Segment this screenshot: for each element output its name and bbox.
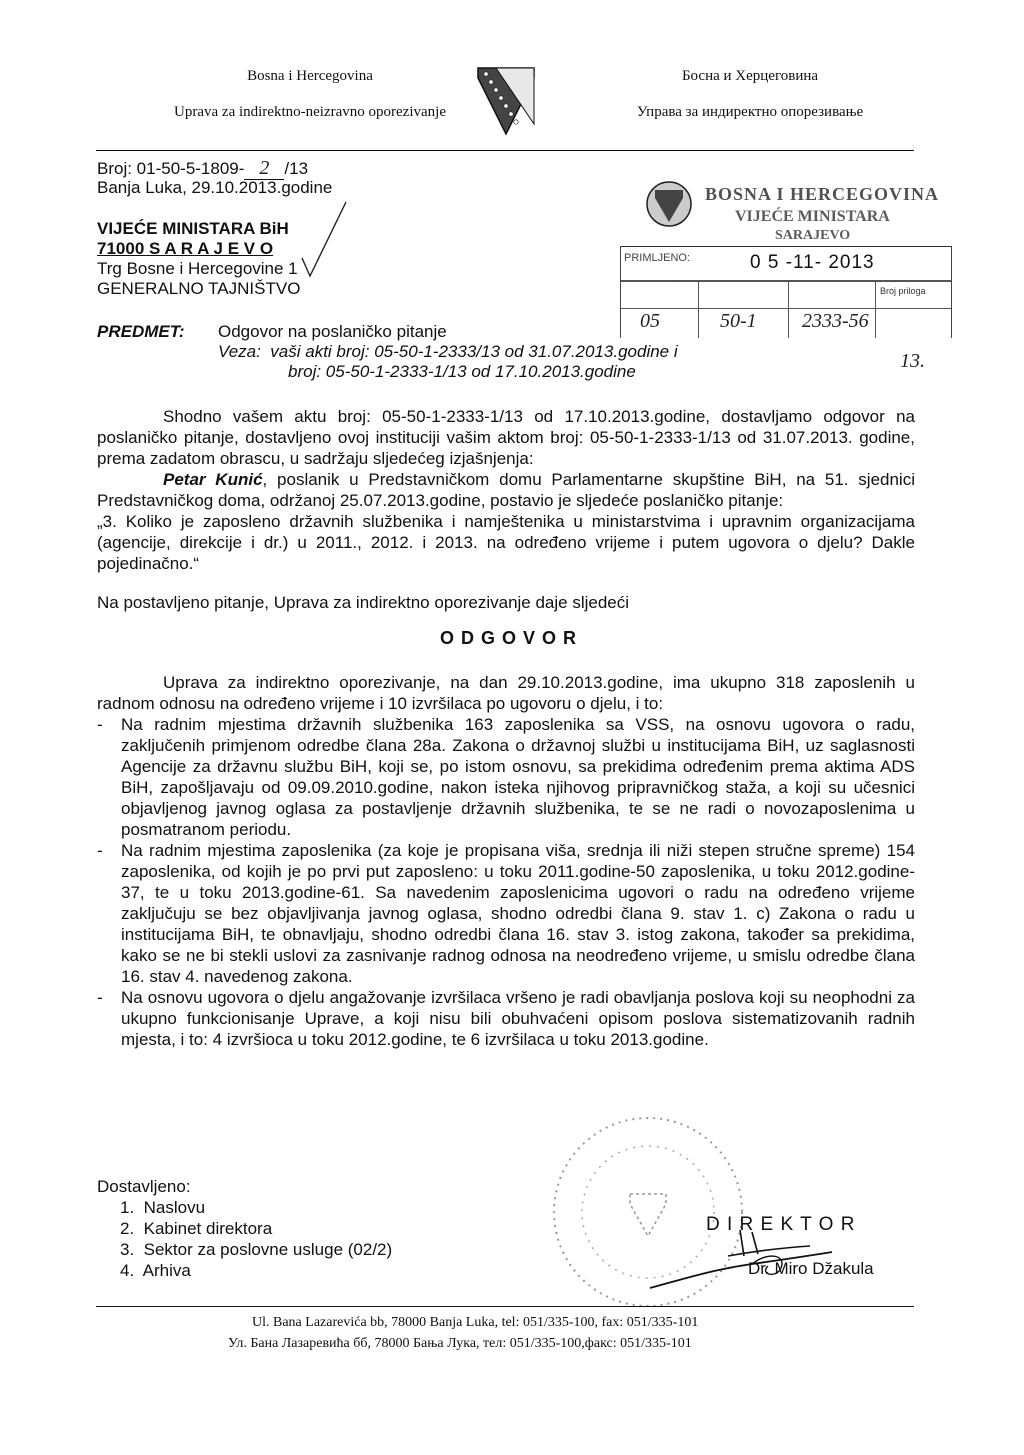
answer-item-2-text: Na radnim mjestima zaposlenika (za koje je propisana viša, srednja ili niži stepen stručne spreme) 154 zaposlenika, od kojih je po prvi put zaposleno: u toku 2011.godine-50 zaposlenika, u toku 2012.godine-37, te u toku 2013.godine-61. Sa navedenim zaposlenicima ugovori o radu na određeno vrijeme zaključuju se bez objavljivanja javnog oglasa, shodno odredbi člana 9. stav 1. c) Zakona o radu u institucijama BiH, te obnavljaju, shodno odredbi člana 16. stav 3. istog zakona, također sa prekidima, kako se ne bi stekli uslovi za zasnivanje radnog odnosa na neodređeno vrijeme, u smislu odredbe člana 16. stav 4. navedenog zakona. (121, 841, 915, 986)
footer-line2: Ул. Бана Лазаревића бб, 78000 Бања Лука, тел: 051/335-100,факс: 051/335-101 (228, 1336, 692, 1351)
delivery-title: Dostavljeno: (97, 1177, 191, 1196)
recipient-line1: VIJEĆE MINISTARA BiH (97, 219, 289, 238)
stamp-num4: 13. (900, 350, 925, 372)
place-date: Banja Luka, 29.10.2013.godine (97, 178, 333, 197)
footer-line1: Ul. Bana Lazarevića bb, 78000 Banja Luka, tel: 051/335-100, fax: 051/335-101 (252, 1315, 699, 1330)
stamp-emblem-icon (643, 178, 695, 235)
reference-number-handwritten: 2 (244, 158, 284, 180)
subject-veza1: Veza: vaši akti broj: 05-50-1-2333/13 od 31.07.2013.godine i (218, 342, 678, 361)
question: „3. Koliko je zaposleno državnih službenika i namještenika u ministarstvima i upravnim organizacijama (agencije, direkcije i dr.) u 2011., 2012. i 2013. na određeno vrijeme i putem ugovora o djelu? Dakle pojedinačno.“ (97, 512, 915, 573)
mp-name: Petar Kunić (163, 470, 263, 489)
header-right-line1: Босна и Херцеговина (681, 68, 819, 84)
answer-intro-paragraph: Uprava za indirektno oporezivanje, na dan 29.10.2013.godine, ima ukupno 318 zaposlenih u radnom odnosu na određeno vrijeme i 10 izvršilaca po ugovoru o djelu, i to: (97, 673, 915, 713)
odgovor-heading: O D G O V O R (440, 628, 578, 648)
coat-of-arms-icon (474, 64, 538, 136)
answer-intro: Na postavljeno pitanje, Uprava za indirektno oporezivanje daje sljedeći (97, 593, 630, 612)
stamp-date: 0 5 -11- 2013 (750, 252, 875, 273)
footer-divider (96, 1306, 914, 1307)
reference-number-suffix: /13 (284, 159, 309, 178)
received-stamp (615, 172, 965, 372)
answer-item-2: - Na radnim mjestima zaposlenika (za koje je propisana viša, srednja ili niži stepen stručne spreme) 154 zaposlenika, od kojih je po prvi put zaposleno: u toku 2011.godine-50 zaposlenika, u toku 2012.godine-37, te u toku 2013.godine-61. Sa navedenim zaposlenicima ugovori o radu na određeno vrijeme zaključuju se bez objavljivanja javnog oglasa, shodno odredbi člana 9. stav 1. c) Zakona o radu u institucijama BiH, te obnavljaju, shodno odredbi člana 16. stav 3. istog zakona, također sa prekidima, kako se ne bi stekli uslovi za zasnivanje radnog odnosa na neodređeno vrijeme, u smislu odredbe člana 16. stav 4. navedenog zakona. (97, 841, 915, 986)
stamp-num2: 50-1 (720, 310, 757, 332)
stamp-title1: BOSNA I HERCEGOVINA (705, 184, 940, 204)
answer-list (97, 714, 915, 1050)
paragraph-1-rest: , poslanik u Predstavničkom domu Parlamentarne skupštine BiH, na 51. sjednici Predstavničkog doma, održanoj 25.07.2013.godine, postavio je sljedeće poslaničko pitanje: (97, 470, 915, 510)
signature-title: D I R E K T O R (706, 1214, 856, 1235)
stamp-num3: 2333-56 (802, 310, 869, 332)
recipient-line3: Trg Bosne i Hercegovine 1 (97, 259, 298, 278)
stamp-title3: SARAJEVO (775, 228, 851, 243)
header-right-line2: Управа за индиректно опорезивање (636, 104, 864, 120)
stamp-table (620, 246, 952, 340)
answer-item-1: - Na radnim mjestima državnih službenika 163 zaposlenika sa VSS, na osnovu ugovora o radu, zaključenih primjenom odredbe člana 28a. Zakona o državnoj službi u institucijama BiH, uz saglasnosti Agencije za državnu službu BiH, koji se, po istom osnovu, sa prekidima određenim prema aktima ADS BiH, zapošljavaju od 09.09.2010.godine, nakon isteka njihovog pripravničkog staža, a koji su učesnici objavljenog javnog oglasa za postavljenje državnih službenika, te se ne radi o novozaposlenima u posmatranom periodu. (97, 715, 915, 839)
paragraph-1 (97, 406, 915, 574)
delivery-item-3: 3. Sektor za poslovne usluge (02/2) (120, 1240, 393, 1259)
paragraph-1-mp (97, 469, 915, 511)
recipient-line2: 71000 S A R A J E V O (97, 239, 274, 258)
reference-number-text: Broj: 01-50-5-1809- (97, 159, 245, 178)
answer-item-3: - Na osnovu ugovora o djelu angažovanje izvršilaca vršeno je radi obavljanja poslova koji su neophodni za ukupno funkcionisanje Uprave, a koji nisu bili obuhvaćeni opisom poslova sistematizovanih radnih mjesta, i to: 4 izvršioca u toku 2012.godine, te 6 izvršilaca u toku 2013.godine. (97, 988, 915, 1049)
stamp-col4-label: Broj priloga (880, 286, 926, 296)
subject-text: Odgovor na poslaničko pitanje (218, 322, 447, 341)
handwritten-checkmark-icon (300, 200, 350, 285)
answer-item-3-text: Na osnovu ugovora o djelu angažovanje izvršilaca vršeno je radi obavljanja poslova koji su neophodni za ukupno funkcionisanje Uprave, a koji nisu bili obuhvaćeni opisom poslova sistematizovanih radnih mjesta, i to: 4 izvršioca u toku 2012.godine, te 6 izvršilaca u toku 2013.godine. (121, 988, 915, 1049)
subject-veza2: broj: 05-50-1-2333-1/13 od 17.10.2013.godine (288, 362, 636, 381)
signature-name: Dr. Miro Džakula (748, 1259, 874, 1278)
recipient-line4: GENERALNO TAJNIŠTVO (97, 279, 301, 298)
stamp-title2: VIJEĆE MINISTARA (735, 208, 890, 225)
stamp-primljeno-label: PRIMLJENO: (624, 252, 691, 264)
answer-item-1-text: Na radnim mjestima državnih službenika 163 zaposlenika sa VSS, na osnovu ugovora o radu, zaključenih primjenom odredbe člana 28a. Zakona o državnoj službi u institucijama BiH, uz saglasnosti Agencije za državnu službu BiH, koji se, po istom osnovu, sa prekidima određenim prema aktima ADS BiH, zapošljavaju od 09.09.2010.godine, nakon isteka njihovog pripravničkog staža, a koji su učesnici objavljenog javnog oglasa za postavljenje državnih službenika, te se ne radi o novozaposlenima u posmatranom periodu. (121, 715, 915, 839)
delivery-item-2: 2. Kabinet direktora (120, 1219, 273, 1238)
delivery-item-4: 4. Arhiva (120, 1261, 191, 1280)
answer-body (97, 672, 915, 1050)
subject-label: PREDMET: (97, 322, 185, 341)
header-left-line1: Bosna i Hercegovina (247, 68, 373, 84)
stamp-num1: 05 (640, 310, 660, 332)
paragraph-1-intro: Shodno vašem aktu broj: 05-50-1-2333-1/13 od 17.10.2013.godine, dostavljamo odgovor na poslaničko pitanje, dostavljeno ovoj instituciji vašim aktom broj: 05-50-1-2333-1/13 od 31.07.2013. godine, prema zadatom obrascu, u sadržaju sljedećeg izjašnjenja: (97, 407, 915, 468)
header-divider (96, 150, 914, 151)
header-left-line2: Uprava za indirektno-neizravno oporezivanje (174, 104, 446, 120)
delivery-item-1: 1. Naslovu (120, 1198, 206, 1217)
